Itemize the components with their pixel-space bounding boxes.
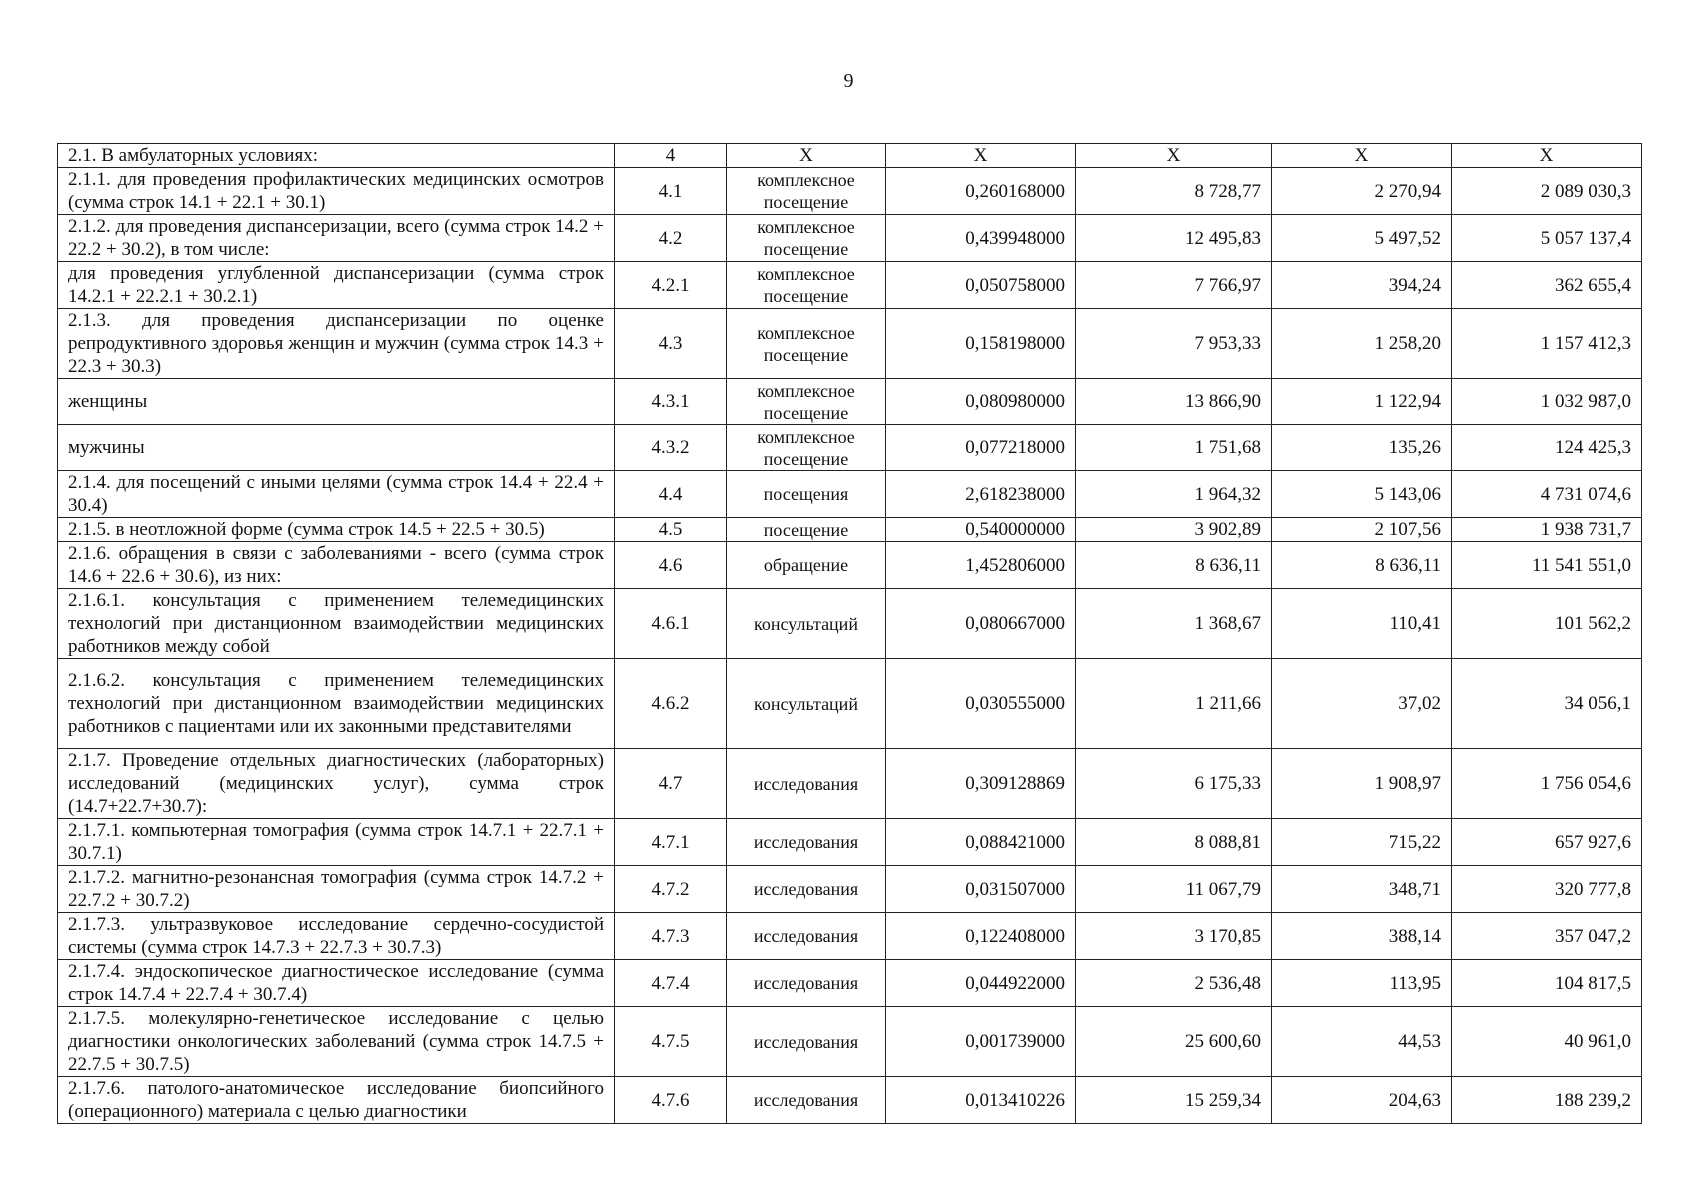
row-norm: 0,031507000: [886, 866, 1076, 913]
row-total: 657 927,6: [1452, 819, 1642, 866]
table-row: [58, 589, 1642, 659]
row-unit: исследования: [727, 1077, 886, 1124]
row-total: 357 047,2: [1452, 913, 1642, 960]
row-unit: исследования: [727, 866, 886, 913]
row-unit: комплексное посещение: [727, 168, 886, 215]
row-cost: 3 170,85: [1076, 913, 1272, 960]
row-unit: исследования: [727, 1007, 886, 1077]
row-name: 2.1.6.2. консультация с применением телемедицинских технологий при дистанционном взаимодействии медицинских работников с пациентами или их законными представителями: [58, 659, 615, 749]
table-row: [58, 518, 1642, 542]
row-per-capita: 5 497,52: [1272, 215, 1452, 262]
row-total: 101 562,2: [1452, 589, 1642, 659]
row-unit: исследования: [727, 819, 886, 866]
row-norm: 0,001739000: [886, 1007, 1076, 1077]
row-total: 5 057 137,4: [1452, 215, 1642, 262]
page-number: 9: [843, 70, 854, 92]
table-row: [58, 309, 1642, 379]
row-norm: 1,452806000: [886, 542, 1076, 589]
row-unit: X: [727, 144, 886, 168]
row-unit: комплексное посещение: [727, 379, 886, 425]
row-cost: 8 728,77: [1076, 168, 1272, 215]
row-name: 2.1.3. для проведения диспансеризации по оценке репродуктивного здоровья женщин и мужчин (сумма строк 14.3 + 22.3 + 30.3): [58, 309, 615, 379]
row-cost: 7 766,97: [1076, 262, 1272, 309]
row-unit: консультаций: [727, 589, 886, 659]
row-per-capita: 348,71: [1272, 866, 1452, 913]
row-norm: 0,080667000: [886, 589, 1076, 659]
table-row: [58, 471, 1642, 518]
row-name: для проведения углубленной диспансеризации (сумма строк 14.2.1 + 22.2.1 + 30.2.1): [58, 262, 615, 309]
row-unit: комплексное посещение: [727, 262, 886, 309]
row-cost: 6 175,33: [1076, 749, 1272, 819]
row-norm: 0,044922000: [886, 960, 1076, 1007]
row-total: 320 777,8: [1452, 866, 1642, 913]
row-cost: 1 964,32: [1076, 471, 1272, 518]
row-total: 34 056,1: [1452, 659, 1642, 749]
row-code: 4.3: [615, 309, 727, 379]
row-code: 4.7.2: [615, 866, 727, 913]
row-name: мужчины: [58, 425, 615, 471]
row-name: 2.1.1. для проведения профилактических медицинских осмотров (сумма строк 14.1 + 22.1 + 30.1): [58, 168, 615, 215]
row-norm: 0,439948000: [886, 215, 1076, 262]
row-total: 1 756 054,6: [1452, 749, 1642, 819]
row-per-capita: 44,53: [1272, 1007, 1452, 1077]
table-row: [58, 913, 1642, 960]
table-row: [58, 425, 1642, 471]
table-row: [58, 819, 1642, 866]
row-total: 4 731 074,6: [1452, 471, 1642, 518]
row-unit: посещения: [727, 471, 886, 518]
row-code: 4.3.2: [615, 425, 727, 471]
row-norm: 0,077218000: [886, 425, 1076, 471]
row-code: 4.4: [615, 471, 727, 518]
row-code: 4.7: [615, 749, 727, 819]
row-norm: 0,050758000: [886, 262, 1076, 309]
row-cost: 25 600,60: [1076, 1007, 1272, 1077]
row-total: 1 157 412,3: [1452, 309, 1642, 379]
row-name: 2.1.7.2. магнитно-резонансная томография (сумма строк 14.7.2 + 22.7.2 + 30.7.2): [58, 866, 615, 913]
row-unit: исследования: [727, 749, 886, 819]
row-cost: 12 495,83: [1076, 215, 1272, 262]
row-code: 4.7.1: [615, 819, 727, 866]
row-unit: комплексное посещение: [727, 309, 886, 379]
table-row: [58, 1007, 1642, 1077]
row-code: 4.7.3: [615, 913, 727, 960]
row-per-capita: 204,63: [1272, 1077, 1452, 1124]
row-code: 4.7.4: [615, 960, 727, 1007]
row-unit: посещение: [727, 518, 886, 542]
row-norm: 0,540000000: [886, 518, 1076, 542]
row-cost: 11 067,79: [1076, 866, 1272, 913]
row-name: 2.1.5. в неотложной форме (сумма строк 14.5 + 22.5 + 30.5): [58, 518, 615, 542]
row-name: 2.1. В амбулаторных условиях:: [58, 144, 615, 168]
table-row: [58, 1077, 1642, 1124]
table-row: [58, 960, 1642, 1007]
table-row: [58, 749, 1642, 819]
table-row: [58, 542, 1642, 589]
row-name: 2.1.7.4. эндоскопическое диагностическое исследование (сумма строк 14.7.4 + 22.7.4 + 30.7.4): [58, 960, 615, 1007]
row-per-capita: 1 258,20: [1272, 309, 1452, 379]
row-code: 4.6.2: [615, 659, 727, 749]
row-total: 124 425,3: [1452, 425, 1642, 471]
row-per-capita: 113,95: [1272, 960, 1452, 1007]
table-row: [58, 168, 1642, 215]
row-unit: обращение: [727, 542, 886, 589]
row-total: 2 089 030,3: [1452, 168, 1642, 215]
row-cost: X: [1076, 144, 1272, 168]
row-code: 4.2: [615, 215, 727, 262]
row-per-capita: 1 908,97: [1272, 749, 1452, 819]
row-norm: 2,618238000: [886, 471, 1076, 518]
row-per-capita: 5 143,06: [1272, 471, 1452, 518]
table-row: [58, 215, 1642, 262]
row-norm: 0,260168000: [886, 168, 1076, 215]
row-per-capita: 2 107,56: [1272, 518, 1452, 542]
row-code: 4.6: [615, 542, 727, 589]
row-norm: 0,030555000: [886, 659, 1076, 749]
row-unit: консультаций: [727, 659, 886, 749]
row-name: 2.1.7.3. ультразвуковое исследование сердечно-сосудистой системы (сумма строк 14.7.3 + 22.7.3 + 30.7.3): [58, 913, 615, 960]
row-cost: 8 088,81: [1076, 819, 1272, 866]
row-cost: 15 259,34: [1076, 1077, 1272, 1124]
row-name: 2.1.7.1. компьютерная томография (сумма строк 14.7.1 + 22.7.1 + 30.7.1): [58, 819, 615, 866]
row-cost: 7 953,33: [1076, 309, 1272, 379]
row-per-capita: 37,02: [1272, 659, 1452, 749]
row-per-capita: 2 270,94: [1272, 168, 1452, 215]
row-code: 4.6.1: [615, 589, 727, 659]
row-total: 188 239,2: [1452, 1077, 1642, 1124]
row-norm: 0,080980000: [886, 379, 1076, 425]
row-code: 4.7.6: [615, 1077, 727, 1124]
row-cost: 1 368,67: [1076, 589, 1272, 659]
row-total: 1 938 731,7: [1452, 518, 1642, 542]
row-per-capita: 110,41: [1272, 589, 1452, 659]
table-row: [58, 866, 1642, 913]
row-name: 2.1.6. обращения в связи с заболеваниями - всего (сумма строк 14.6 + 22.6 + 30.6), из них:: [58, 542, 615, 589]
row-name: женщины: [58, 379, 615, 425]
row-total: 11 541 551,0: [1452, 542, 1642, 589]
row-total: 104 817,5: [1452, 960, 1642, 1007]
row-total: X: [1452, 144, 1642, 168]
row-name: 2.1.2. для проведения диспансеризации, всего (сумма строк 14.2 + 22.2 + 30.2), в том числе:: [58, 215, 615, 262]
row-code: 4: [615, 144, 727, 168]
table-row: [58, 262, 1642, 309]
row-unit: исследования: [727, 913, 886, 960]
row-total: 362 655,4: [1452, 262, 1642, 309]
row-unit: комплексное посещение: [727, 425, 886, 471]
row-name: 2.1.7. Проведение отдельных диагностических (лабораторных) исследований (медицинских услуг), сумма строк (14.7+22.7+30.7):: [58, 749, 615, 819]
row-cost: 1 751,68: [1076, 425, 1272, 471]
table-row: [58, 659, 1642, 749]
row-unit: исследования: [727, 960, 886, 1007]
row-name: 2.1.4. для посещений с иными целями (сумма строк 14.4 + 22.4 + 30.4): [58, 471, 615, 518]
row-code: 4.5: [615, 518, 727, 542]
row-norm: 0,122408000: [886, 913, 1076, 960]
row-norm: X: [886, 144, 1076, 168]
row-norm: 0,088421000: [886, 819, 1076, 866]
row-per-capita: X: [1272, 144, 1452, 168]
tariff-table: [57, 143, 1642, 1124]
row-cost: 8 636,11: [1076, 542, 1272, 589]
row-unit: комплексное посещение: [727, 215, 886, 262]
row-name: 2.1.7.6. патолого-анатомическое исследование биопсийного (операционного) материала с целью диагностики: [58, 1077, 615, 1124]
row-cost: 3 902,89: [1076, 518, 1272, 542]
row-per-capita: 715,22: [1272, 819, 1452, 866]
row-norm: 0,309128869: [886, 749, 1076, 819]
row-norm: 0,013410226: [886, 1077, 1076, 1124]
row-per-capita: 1 122,94: [1272, 379, 1452, 425]
row-total: 40 961,0: [1452, 1007, 1642, 1077]
row-name: 2.1.6.1. консультация с применением телемедицинских технологий при дистанционном взаимодействии медицинских работников между собой: [58, 589, 615, 659]
table-row: [58, 379, 1642, 425]
row-per-capita: 394,24: [1272, 262, 1452, 309]
row-name: 2.1.7.5. молекулярно-генетическое исследование с целью диагностики онкологических заболеваний (сумма строк 14.7.5 + 22.7.5 + 30.7.5): [58, 1007, 615, 1077]
row-cost: 13 866,90: [1076, 379, 1272, 425]
row-per-capita: 388,14: [1272, 913, 1452, 960]
row-per-capita: 8 636,11: [1272, 542, 1452, 589]
row-code: 4.3.1: [615, 379, 727, 425]
row-code: 4.7.5: [615, 1007, 727, 1077]
row-code: 4.1: [615, 168, 727, 215]
table-row-header: [58, 144, 1642, 168]
row-cost: 2 536,48: [1076, 960, 1272, 1007]
row-cost: 1 211,66: [1076, 659, 1272, 749]
row-per-capita: 135,26: [1272, 425, 1452, 471]
row-total: 1 032 987,0: [1452, 379, 1642, 425]
row-norm: 0,158198000: [886, 309, 1076, 379]
row-code: 4.2.1: [615, 262, 727, 309]
